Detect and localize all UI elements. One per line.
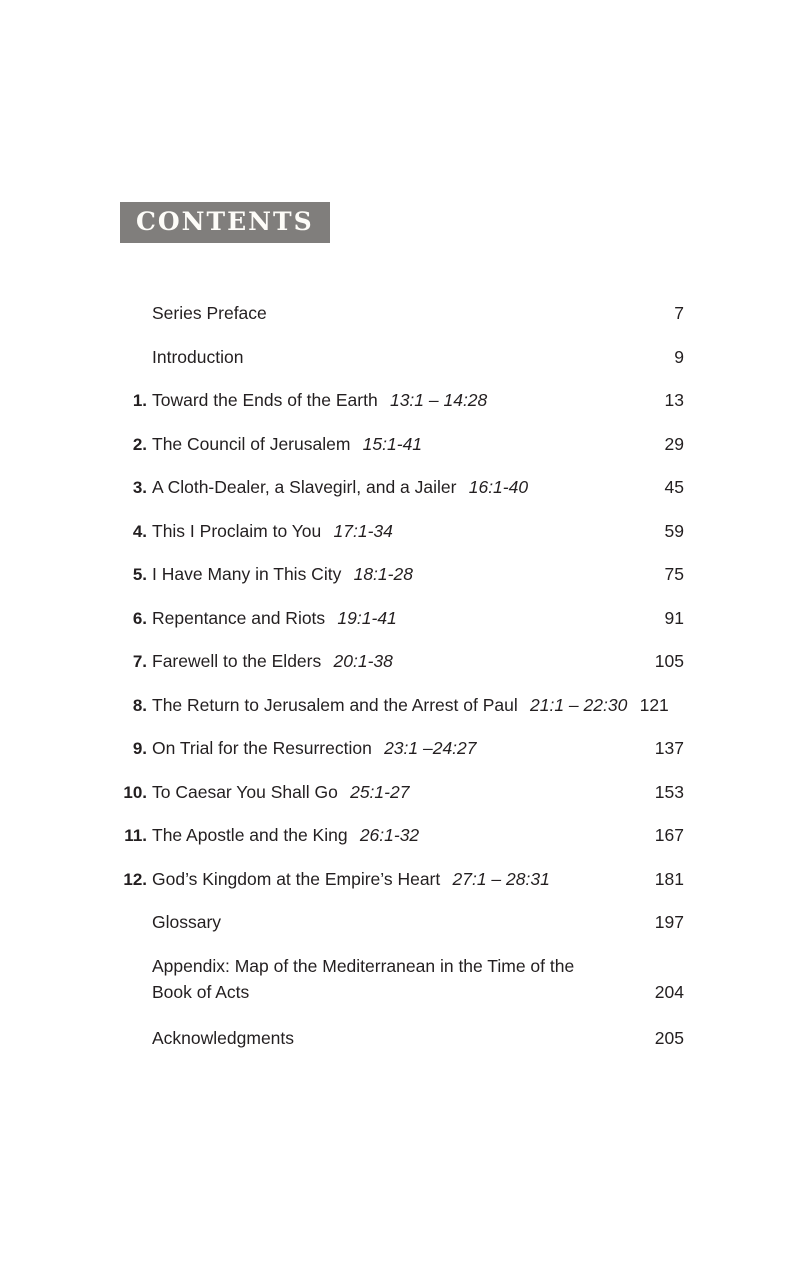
table-of-contents [118, 300, 684, 1068]
toc-entry-chapter-6[interactable] [118, 605, 684, 649]
toc-entry-page: 13 [664, 390, 684, 410]
toc-entry-reference: 15:1-41 [350, 433, 423, 454]
toc-entry-body [147, 344, 684, 370]
toc-entry-body [147, 779, 684, 805]
toc-entry-page: 137 [654, 738, 684, 758]
toc-entry-chapter-12[interactable] [118, 866, 684, 910]
toc-entry-body [147, 735, 684, 761]
toc-entry-body [147, 518, 684, 544]
toc-entry-number: 12. [123, 869, 147, 889]
toc-entry-title: The Return to Jerusalem and the Arrest of Paul [152, 694, 518, 715]
toc-entry-reference: 16:1-40 [456, 477, 529, 497]
toc-entry-reference: 18:1-28 [341, 564, 413, 584]
toc-entry-body [147, 822, 684, 848]
toc-entry-page: 59 [664, 520, 684, 541]
toc-entry-page: 105 [654, 651, 684, 671]
toc-entry-chapter-4[interactable] [118, 518, 684, 562]
toc-entry-title: Introduction [152, 346, 244, 367]
toc-entry-number [118, 1025, 147, 1026]
toc-entry-number: 7. [132, 652, 147, 671]
toc-entry-page: 91 [664, 607, 684, 628]
toc-entry-number: 1. [132, 391, 147, 410]
toc-entry-body [147, 953, 684, 1005]
toc-entry-page: 153 [654, 781, 684, 802]
toc-entry-reference: 23:1 –24:27 [371, 738, 477, 758]
toc-entry-chapter-7[interactable] [118, 648, 684, 692]
toc-entry-title: God’s Kingdom at the Empire’s Heart [152, 868, 441, 889]
toc-entry-body [147, 561, 684, 587]
toc-entry-number [118, 344, 147, 345]
toc-entry-title: Repentance and Riots [152, 607, 326, 628]
toc-entry-page: 75 [664, 564, 684, 584]
toc-entry-body [147, 692, 684, 718]
toc-entry-chapter-8[interactable] [118, 692, 684, 736]
toc-entry-appendix[interactable] [118, 953, 684, 1025]
toc-entry-number: 6. [132, 608, 147, 628]
toc-entry-body [147, 605, 684, 631]
toc-entry-chapter-1[interactable] [118, 387, 684, 431]
toc-entry-number [118, 300, 147, 301]
toc-entry-page: 121 [627, 694, 669, 715]
toc-entry-reference: 21:1 – 22:30 [517, 694, 628, 715]
toc-entry-number: 10. [123, 782, 147, 802]
toc-entry-number: 5. [132, 565, 147, 584]
toc-entry-reference: 19:1-41 [325, 607, 397, 628]
toc-entry-body [147, 300, 684, 326]
toc-entry-page: 167 [654, 825, 684, 845]
toc-entry-title: To Caesar You Shall Go [152, 781, 338, 802]
toc-entry-chapter-11[interactable] [118, 822, 684, 866]
toc-entry-number: 11. [124, 826, 147, 845]
toc-entry-page: 29 [664, 433, 684, 454]
toc-entry-chapter-3[interactable] [118, 474, 684, 518]
toc-entry-chapter-10[interactable] [118, 779, 684, 823]
toc-entry-reference: 20:1-38 [321, 651, 393, 671]
toc-entry-title: Toward the Ends of the Earth [152, 390, 378, 410]
toc-entry-body [147, 474, 684, 500]
toc-entry-body [147, 866, 684, 892]
toc-entry-number: 9. [132, 739, 147, 758]
toc-entry-title: Series Preface [152, 303, 267, 323]
toc-entry-title: Acknowledgments [152, 1027, 295, 1048]
toc-entry-reference: 13:1 – 14:28 [377, 390, 488, 410]
toc-entry-body [147, 909, 684, 935]
toc-entry-acknowledgments[interactable] [118, 1025, 684, 1069]
toc-entry-body [147, 1025, 684, 1051]
toc-entry-introduction[interactable] [118, 344, 684, 388]
toc-entry-number: 2. [132, 434, 147, 454]
toc-entry-reference: 25:1-27 [337, 781, 410, 802]
toc-entry-reference: 26:1-32 [347, 825, 420, 845]
toc-entry-page: 197 [654, 912, 684, 932]
toc-entry-number: 3. [132, 478, 147, 497]
toc-entry-title: Glossary [152, 912, 222, 932]
page-title-label: CONTENTS [136, 207, 314, 236]
toc-entry-body [147, 648, 684, 674]
toc-entry-title: A Cloth-Dealer, a Slavegirl, and a Jailer [152, 477, 457, 497]
page-title [120, 202, 330, 243]
toc-entry-title: Farewell to the Elders [152, 651, 322, 671]
toc-entry-title: The Apostle and the King [152, 825, 348, 845]
toc-entry-title: On Trial for the Resurrection [152, 738, 372, 758]
toc-entry-chapter-9[interactable] [118, 735, 684, 779]
toc-entry-page: 181 [654, 868, 684, 889]
toc-entry-page: 204 [654, 981, 684, 1002]
toc-entry-body [147, 387, 684, 413]
toc-entry-title: This I Proclaim to You [152, 520, 322, 541]
toc-entry-number: 4. [132, 521, 147, 541]
toc-entry-page: 7 [674, 303, 684, 323]
toc-entry-body [147, 431, 684, 457]
toc-entry-chapter-2[interactable] [118, 431, 684, 475]
toc-entry-number [118, 953, 147, 954]
toc-entry-page: 45 [664, 477, 684, 497]
toc-entry-reference: 27:1 – 28:31 [440, 868, 550, 889]
toc-entry-title: I Have Many in This City [152, 564, 342, 584]
toc-entry-number [118, 909, 147, 910]
toc-entry-title: Appendix: Map of the Mediterranean in the Time of the Book of Acts [152, 955, 580, 1002]
toc-entry-series-preface[interactable] [118, 300, 684, 344]
toc-entry-reference: 17:1-34 [321, 520, 393, 541]
toc-entry-page: 9 [674, 346, 684, 367]
toc-entry-title: The Council of Jerusalem [152, 433, 351, 454]
toc-entry-chapter-5[interactable] [118, 561, 684, 605]
toc-entry-glossary[interactable] [118, 909, 684, 953]
toc-entry-number: 8. [132, 695, 147, 715]
toc-entry-page: 205 [654, 1027, 684, 1048]
